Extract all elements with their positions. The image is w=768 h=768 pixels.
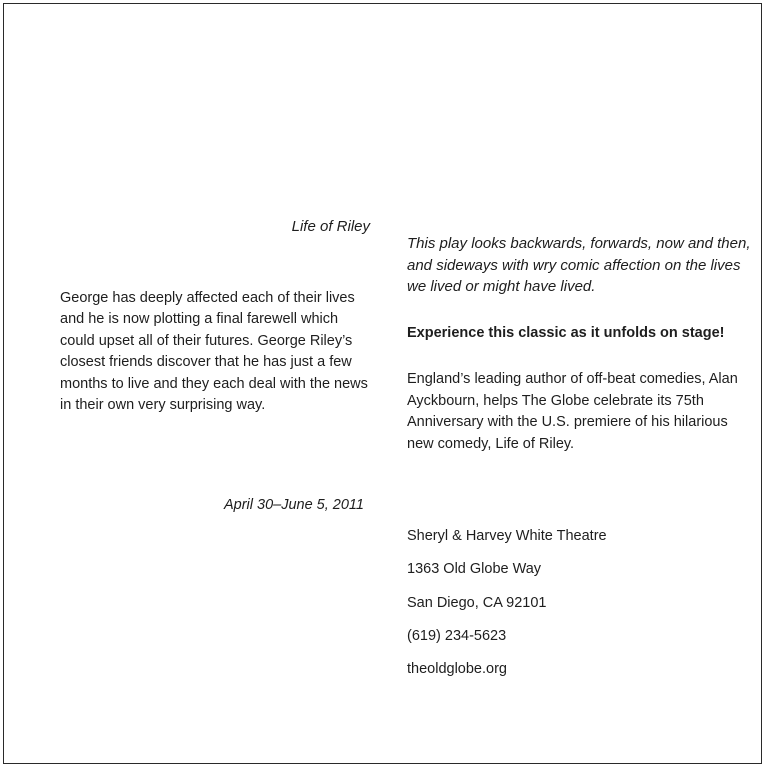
venue-city-address: San Diego, CA 92101 (407, 595, 547, 611)
venue-street-address: 1363 Old Globe Way (407, 561, 542, 577)
right-column (407, 0, 752, 768)
venue-phone-number: (619) 234-5623 (407, 628, 507, 644)
left-column (60, 0, 370, 768)
about-paragraph: England’s leading author of off-beat comedies, Alan Ayckbourn, helps The Globe celebrate its 75th Anniversary with the U.S. premiere of his hilarious new comedy, Life of Riley. (407, 371, 738, 452)
play-title: Life of Riley (291, 218, 370, 235)
venue-theatre-name: Sheryl & Harvey White Theatre (407, 528, 607, 544)
venue-website: theoldglobe.org (407, 661, 507, 677)
call-to-action-heading: Experience this classic as it unfolds on stage! (407, 325, 725, 341)
run-dates: April 30–June 5, 2011 (223, 497, 364, 513)
synopsis-paragraph: George has deeply affected each of their lives and he is now plotting a final farewell which could upset all of their futures. George Riley’s closest friends discover that he has just a few months to live and they each deal with the news in their own very surprising way. (60, 290, 368, 414)
tagline-paragraph: This play looks backwards, forwards, now and then, and sideways with wry comic affection on the lives we lived or might have lived. (407, 235, 751, 296)
